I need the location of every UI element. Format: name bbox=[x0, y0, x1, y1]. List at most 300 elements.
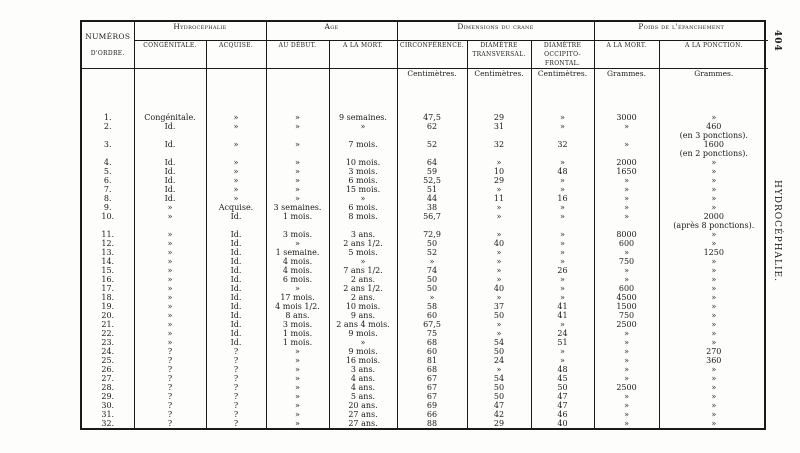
table-cell: » bbox=[594, 356, 659, 365]
table-cell: » bbox=[531, 203, 594, 212]
table-cell: 4 ans. bbox=[329, 374, 397, 383]
table-cell bbox=[206, 221, 266, 230]
row-number-cell: 25. bbox=[101, 356, 115, 365]
table-cell: » bbox=[659, 329, 768, 338]
table-cell: 50 bbox=[397, 239, 467, 248]
table-cell: 3000 bbox=[594, 113, 659, 122]
table-cell: » bbox=[467, 275, 531, 284]
table-cell: » bbox=[531, 284, 594, 293]
unit-cell bbox=[82, 69, 134, 114]
table-cell: 3 semaines. bbox=[266, 203, 329, 212]
table-cell: » bbox=[266, 419, 329, 428]
table-cell: » bbox=[659, 257, 768, 266]
table-cell: 9 mois. bbox=[329, 329, 397, 338]
table-cell: » bbox=[134, 284, 206, 293]
table-cell: 37 bbox=[467, 302, 531, 311]
table-cell: » bbox=[134, 302, 206, 311]
table-cell: 60 bbox=[397, 311, 467, 320]
table-cell: » bbox=[659, 392, 768, 401]
unit-cell: Centimètres. bbox=[397, 69, 467, 114]
table-row bbox=[82, 158, 768, 167]
table-cell: Id. bbox=[206, 338, 266, 347]
table-row bbox=[82, 221, 768, 230]
table-cell: Congénitale. bbox=[134, 113, 206, 122]
table-cell bbox=[594, 149, 659, 158]
table-cell: Id. bbox=[206, 329, 266, 338]
table-cell: 26 bbox=[531, 266, 594, 275]
row-number-cell: 2. bbox=[103, 122, 112, 131]
table-cell: » bbox=[594, 419, 659, 428]
row-number-cell: 20. bbox=[101, 311, 115, 320]
table-cell: 3 mois. bbox=[329, 167, 397, 176]
table-cell: 2500 bbox=[594, 320, 659, 329]
table-row bbox=[82, 392, 768, 401]
table-row bbox=[82, 122, 768, 131]
table-cell: ? bbox=[206, 392, 266, 401]
table-cell: » bbox=[531, 122, 594, 131]
table-cell: 9 mois. bbox=[329, 347, 397, 356]
table-cell: 46 bbox=[531, 410, 594, 419]
table-cell: » bbox=[266, 122, 329, 131]
table-cell: 8000 bbox=[594, 230, 659, 239]
table-cell: » bbox=[206, 167, 266, 176]
page-number: 404 bbox=[772, 30, 782, 52]
table-cell: 27 ans. bbox=[329, 410, 397, 419]
table-row bbox=[82, 302, 768, 311]
row-number-cell: 27. bbox=[101, 374, 115, 383]
table-row bbox=[82, 257, 768, 266]
table-cell: 4 mois 1/2. bbox=[266, 302, 329, 311]
row-number-cell: 13. bbox=[101, 248, 115, 257]
table-cell: 6 mois. bbox=[266, 275, 329, 284]
table-cell: » bbox=[266, 347, 329, 356]
table-cell: ? bbox=[134, 365, 206, 374]
table-cell: » bbox=[594, 140, 659, 149]
table-cell: » bbox=[531, 320, 594, 329]
table-cell: 68 bbox=[397, 338, 467, 347]
table-cell: 10 bbox=[467, 167, 531, 176]
table-cell: » bbox=[659, 293, 768, 302]
table-cell: 50 bbox=[467, 347, 531, 356]
table-cell bbox=[206, 131, 266, 140]
unit-cell bbox=[206, 69, 266, 114]
table-cell: » bbox=[266, 356, 329, 365]
table-cell: 32 bbox=[467, 140, 531, 149]
table-cell: 3 mois. bbox=[266, 320, 329, 329]
diametre-transversal-header: DIAMÈTRE TRANSVERSAL. bbox=[467, 41, 531, 69]
table-cell: » bbox=[594, 266, 659, 275]
table-row bbox=[82, 365, 768, 374]
table-cell: 2 ans 1/2. bbox=[329, 284, 397, 293]
table-cell: 3 ans. bbox=[329, 230, 397, 239]
row-number-cell: 11. bbox=[101, 230, 115, 239]
table-cell bbox=[329, 149, 397, 158]
table-cell: » bbox=[594, 338, 659, 347]
table-cell: » bbox=[659, 383, 768, 392]
table-row bbox=[82, 356, 768, 365]
table-cell: » bbox=[659, 203, 768, 212]
table-cell: » bbox=[206, 122, 266, 131]
table-cell: 47 bbox=[531, 401, 594, 410]
table-row bbox=[82, 320, 768, 329]
table-cell: 52,5 bbox=[397, 176, 467, 185]
table-row bbox=[82, 311, 768, 320]
table-cell: 54 bbox=[467, 374, 531, 383]
table-cell: 51 bbox=[531, 338, 594, 347]
table-cell: » bbox=[594, 401, 659, 410]
table-cell: » bbox=[659, 401, 768, 410]
table-cell: 58 bbox=[397, 302, 467, 311]
numeros-label: NUMÉROS bbox=[85, 32, 131, 41]
table-cell: 7 mois. bbox=[329, 140, 397, 149]
table-cell: » bbox=[329, 194, 397, 203]
row-number-cell: 32. bbox=[101, 419, 115, 428]
table-cell: 67 bbox=[397, 392, 467, 401]
table-row bbox=[82, 401, 768, 410]
table-cell: » bbox=[594, 194, 659, 203]
table-cell: 47 bbox=[531, 392, 594, 401]
table-cell: 31 bbox=[467, 122, 531, 131]
table-cell: Id. bbox=[206, 320, 266, 329]
table-cell: 41 bbox=[531, 302, 594, 311]
table-cell: » bbox=[134, 230, 206, 239]
table-cell: » bbox=[659, 275, 768, 284]
table-cell: 52 bbox=[397, 140, 467, 149]
table-cell: » bbox=[467, 158, 531, 167]
table-cell: 10 mois. bbox=[329, 302, 397, 311]
table-cell: » bbox=[594, 122, 659, 131]
row-number-cell: 10. bbox=[101, 212, 115, 221]
table-cell: 10 mois. bbox=[329, 158, 397, 167]
table-cell: » bbox=[134, 266, 206, 275]
table-cell: » bbox=[266, 401, 329, 410]
table-cell: 40 bbox=[467, 284, 531, 293]
table-cell: 4 mois. bbox=[266, 266, 329, 275]
table-cell: » bbox=[266, 383, 329, 392]
table-cell: » bbox=[206, 140, 266, 149]
table-cell: » bbox=[134, 329, 206, 338]
unit-cell bbox=[266, 69, 329, 114]
table-cell bbox=[531, 149, 594, 158]
poids-group-header: Poids de l'épanchement bbox=[594, 22, 768, 41]
table-cell bbox=[329, 221, 397, 230]
table-cell: » bbox=[266, 392, 329, 401]
table-cell: » bbox=[134, 203, 206, 212]
table-cell: 29 bbox=[467, 419, 531, 428]
table-cell: » bbox=[467, 212, 531, 221]
table-row bbox=[82, 140, 768, 149]
table-cell: 1 semaine. bbox=[266, 248, 329, 257]
table-cell: ? bbox=[134, 383, 206, 392]
table-cell bbox=[266, 221, 329, 230]
table-cell: » bbox=[659, 167, 768, 176]
table-cell: 56,7 bbox=[397, 212, 467, 221]
table-cell: » bbox=[467, 230, 531, 239]
a-la-mort-header: A LA MORT. bbox=[329, 41, 397, 69]
table-cell: » bbox=[594, 248, 659, 257]
table-cell: ? bbox=[134, 419, 206, 428]
table-cell: » bbox=[467, 365, 531, 374]
table-cell: » bbox=[531, 212, 594, 221]
table-cell: 69 bbox=[397, 401, 467, 410]
table-cell: 50 bbox=[397, 284, 467, 293]
table-cell: 75 bbox=[397, 329, 467, 338]
acquise-header: ACQUISE. bbox=[206, 41, 266, 69]
table-cell: » bbox=[206, 176, 266, 185]
table-cell: Acquise. bbox=[206, 203, 266, 212]
table-row bbox=[82, 374, 768, 383]
table-cell: ? bbox=[134, 356, 206, 365]
table-cell: 8 mois. bbox=[329, 212, 397, 221]
row-number-cell: 21. bbox=[101, 320, 115, 329]
table-cell: 15 mois. bbox=[329, 185, 397, 194]
table-row bbox=[82, 293, 768, 302]
table-cell: 40 bbox=[531, 419, 594, 428]
table-cell: ? bbox=[134, 401, 206, 410]
table-cell: 45 bbox=[531, 374, 594, 383]
unit-cell: Centimètres. bbox=[531, 69, 594, 114]
table-cell bbox=[266, 131, 329, 140]
table-cell: 62 bbox=[397, 122, 467, 131]
table-cell: » bbox=[134, 311, 206, 320]
row-number-cell: 17. bbox=[101, 284, 115, 293]
table-cell: 74 bbox=[397, 266, 467, 275]
table-row bbox=[82, 230, 768, 239]
table-cell: Id. bbox=[134, 122, 206, 131]
table-cell: Id. bbox=[134, 176, 206, 185]
row-number-cell: 4. bbox=[103, 158, 112, 167]
table-cell: » bbox=[659, 311, 768, 320]
table-row bbox=[82, 275, 768, 284]
table-cell: Id. bbox=[206, 248, 266, 257]
table-cell: » bbox=[266, 158, 329, 167]
table-cell: Id. bbox=[206, 293, 266, 302]
table-row bbox=[82, 167, 768, 176]
table-cell: 16 bbox=[531, 194, 594, 203]
table-cell: 3 ans. bbox=[329, 365, 397, 374]
table-cell: » bbox=[659, 320, 768, 329]
table-cell: 48 bbox=[531, 167, 594, 176]
table-cell: 750 bbox=[594, 257, 659, 266]
table-cell: » bbox=[531, 257, 594, 266]
table-cell: » bbox=[659, 185, 768, 194]
table-cell: » bbox=[467, 203, 531, 212]
table-cell: 64 bbox=[397, 158, 467, 167]
table-cell: » bbox=[134, 248, 206, 257]
table-cell: 41 bbox=[531, 311, 594, 320]
table-cell: 460 bbox=[659, 122, 768, 131]
row-number-cell: 12. bbox=[101, 239, 115, 248]
unit-cell: Grammes. bbox=[594, 69, 659, 114]
table-cell: ? bbox=[206, 383, 266, 392]
table-cell bbox=[397, 149, 467, 158]
table-cell: » bbox=[659, 302, 768, 311]
table-cell: » bbox=[134, 293, 206, 302]
table-cell: » bbox=[659, 410, 768, 419]
table-cell: Id. bbox=[206, 212, 266, 221]
age-group-header: Age bbox=[266, 22, 397, 41]
table-cell: » bbox=[659, 158, 768, 167]
dordre-label: D'ORDRE. bbox=[90, 50, 125, 57]
table-cell: » bbox=[467, 257, 531, 266]
row-number-cell: 30. bbox=[101, 401, 115, 410]
table-cell: 24 bbox=[467, 356, 531, 365]
table-cell: » bbox=[659, 194, 768, 203]
row-number-cell bbox=[82, 149, 134, 158]
table-cell: 66 bbox=[397, 410, 467, 419]
table-cell: 29 bbox=[467, 113, 531, 122]
table-cell: 4500 bbox=[594, 293, 659, 302]
table-cell: » bbox=[329, 257, 397, 266]
table-cell: 27 ans. bbox=[329, 419, 397, 428]
table-cell: » bbox=[329, 122, 397, 131]
table-cell: » bbox=[659, 284, 768, 293]
table-cell: 1 mois. bbox=[266, 338, 329, 347]
table-cell: » bbox=[134, 320, 206, 329]
table-cell: » bbox=[467, 320, 531, 329]
table-cell: » bbox=[531, 293, 594, 302]
row-number-cell: 15. bbox=[101, 266, 115, 275]
table-cell bbox=[206, 149, 266, 158]
table-cell: » bbox=[659, 113, 768, 122]
table-cell: Id. bbox=[134, 140, 206, 149]
table-cell: 4 ans. bbox=[329, 383, 397, 392]
row-number-cell: 31. bbox=[101, 410, 115, 419]
table-cell: » bbox=[659, 365, 768, 374]
table-cell: 1 mois. bbox=[266, 212, 329, 221]
table-row bbox=[82, 212, 768, 221]
table-cell: » bbox=[467, 293, 531, 302]
hydrocephalie-table bbox=[82, 22, 768, 428]
table-cell: 600 bbox=[594, 284, 659, 293]
table-cell: Id. bbox=[134, 167, 206, 176]
table-cell: ? bbox=[206, 401, 266, 410]
table-cell: » bbox=[531, 113, 594, 122]
table-cell: 6 mois. bbox=[329, 203, 397, 212]
table-cell: » bbox=[531, 275, 594, 284]
table-cell: » bbox=[266, 284, 329, 293]
table-cell: » bbox=[266, 374, 329, 383]
table-row bbox=[82, 338, 768, 347]
table-cell: » bbox=[531, 230, 594, 239]
table-cell: 2 ans 4 mois. bbox=[329, 320, 397, 329]
table-cell: 68 bbox=[397, 365, 467, 374]
table-row bbox=[82, 410, 768, 419]
table-cell: » bbox=[134, 338, 206, 347]
table-cell: » bbox=[659, 338, 768, 347]
table-cell: 50 bbox=[467, 392, 531, 401]
table-row bbox=[82, 248, 768, 257]
table-cell: 1250 bbox=[659, 248, 768, 257]
table-row bbox=[82, 176, 768, 185]
table-cell: 32 bbox=[531, 140, 594, 149]
table-cell: » bbox=[266, 239, 329, 248]
table-cell: » bbox=[266, 194, 329, 203]
table-cell: 67 bbox=[397, 374, 467, 383]
table-cell: 7 ans 1/2. bbox=[329, 266, 397, 275]
table-cell: » bbox=[266, 176, 329, 185]
row-number-cell: 7. bbox=[103, 185, 112, 194]
table-cell: Id. bbox=[134, 185, 206, 194]
table-cell: 2 ans. bbox=[329, 293, 397, 302]
table-row bbox=[82, 266, 768, 275]
table-cell: 51 bbox=[397, 185, 467, 194]
table-row bbox=[82, 347, 768, 356]
table-cell: ? bbox=[134, 347, 206, 356]
table-cell: » bbox=[266, 185, 329, 194]
table-cell: 47,5 bbox=[397, 113, 467, 122]
table-cell: 5 ans. bbox=[329, 392, 397, 401]
table-cell: » bbox=[329, 338, 397, 347]
hydrocephalie-group-header: Hydrocéphalie bbox=[134, 22, 266, 41]
table-row bbox=[82, 383, 768, 392]
table-cell: 54 bbox=[467, 338, 531, 347]
dimensions-group-header: Dimensions du crane bbox=[397, 22, 594, 41]
table-cell: » bbox=[594, 185, 659, 194]
row-number-cell: 5. bbox=[103, 167, 112, 176]
table-cell: » bbox=[206, 113, 266, 122]
table-cell: 50 bbox=[467, 311, 531, 320]
circonference-header: CIRCONFÉRENCE. bbox=[397, 41, 467, 69]
units-row bbox=[82, 69, 768, 114]
table-cell bbox=[266, 149, 329, 158]
table-cell: 38 bbox=[397, 203, 467, 212]
table-cell: 9 semaines. bbox=[329, 113, 397, 122]
table-cell: » bbox=[659, 419, 768, 428]
table-row bbox=[82, 194, 768, 203]
row-number-cell: 28. bbox=[101, 383, 115, 392]
running-head bbox=[770, 20, 790, 430]
table-cell: 1500 bbox=[594, 302, 659, 311]
table-frame bbox=[80, 20, 766, 430]
table-cell: 72,9 bbox=[397, 230, 467, 239]
table-cell: 52 bbox=[397, 248, 467, 257]
table-cell: Id. bbox=[134, 194, 206, 203]
table-cell: » bbox=[134, 275, 206, 284]
table-cell: 20 ans. bbox=[329, 401, 397, 410]
table-cell: ? bbox=[134, 392, 206, 401]
table-cell: » bbox=[659, 374, 768, 383]
table-cell: » bbox=[594, 329, 659, 338]
table-row bbox=[82, 239, 768, 248]
table-cell: » bbox=[594, 203, 659, 212]
table-cell: 48 bbox=[531, 365, 594, 374]
table-cell: 81 bbox=[397, 356, 467, 365]
table-cell: 42 bbox=[467, 410, 531, 419]
table-row bbox=[82, 329, 768, 338]
table-cell: (en 2 ponctions). bbox=[659, 149, 768, 158]
table-cell: (après 8 ponctions). bbox=[659, 221, 768, 230]
table-cell: 270 bbox=[659, 347, 768, 356]
table-cell: » bbox=[531, 158, 594, 167]
table-cell: 2500 bbox=[594, 383, 659, 392]
table-cell: » bbox=[266, 167, 329, 176]
table-cell: 1650 bbox=[594, 167, 659, 176]
congenitale-header: CONGÉNITALE. bbox=[134, 41, 206, 69]
row-number-cell: 24. bbox=[101, 347, 115, 356]
table-cell: » bbox=[266, 365, 329, 374]
table-cell: ? bbox=[206, 365, 266, 374]
row-number-cell: 16. bbox=[101, 275, 115, 284]
table-cell: 88 bbox=[397, 419, 467, 428]
table-cell: 44 bbox=[397, 194, 467, 203]
table-cell: » bbox=[206, 194, 266, 203]
table-cell: 2 ans. bbox=[329, 275, 397, 284]
table-row bbox=[82, 185, 768, 194]
diametre-occipito-header: DIAMÈTRE OCCIPITO-FRONTAL. bbox=[531, 41, 594, 69]
table-cell: Id. bbox=[134, 158, 206, 167]
table-cell: Id. bbox=[206, 239, 266, 248]
